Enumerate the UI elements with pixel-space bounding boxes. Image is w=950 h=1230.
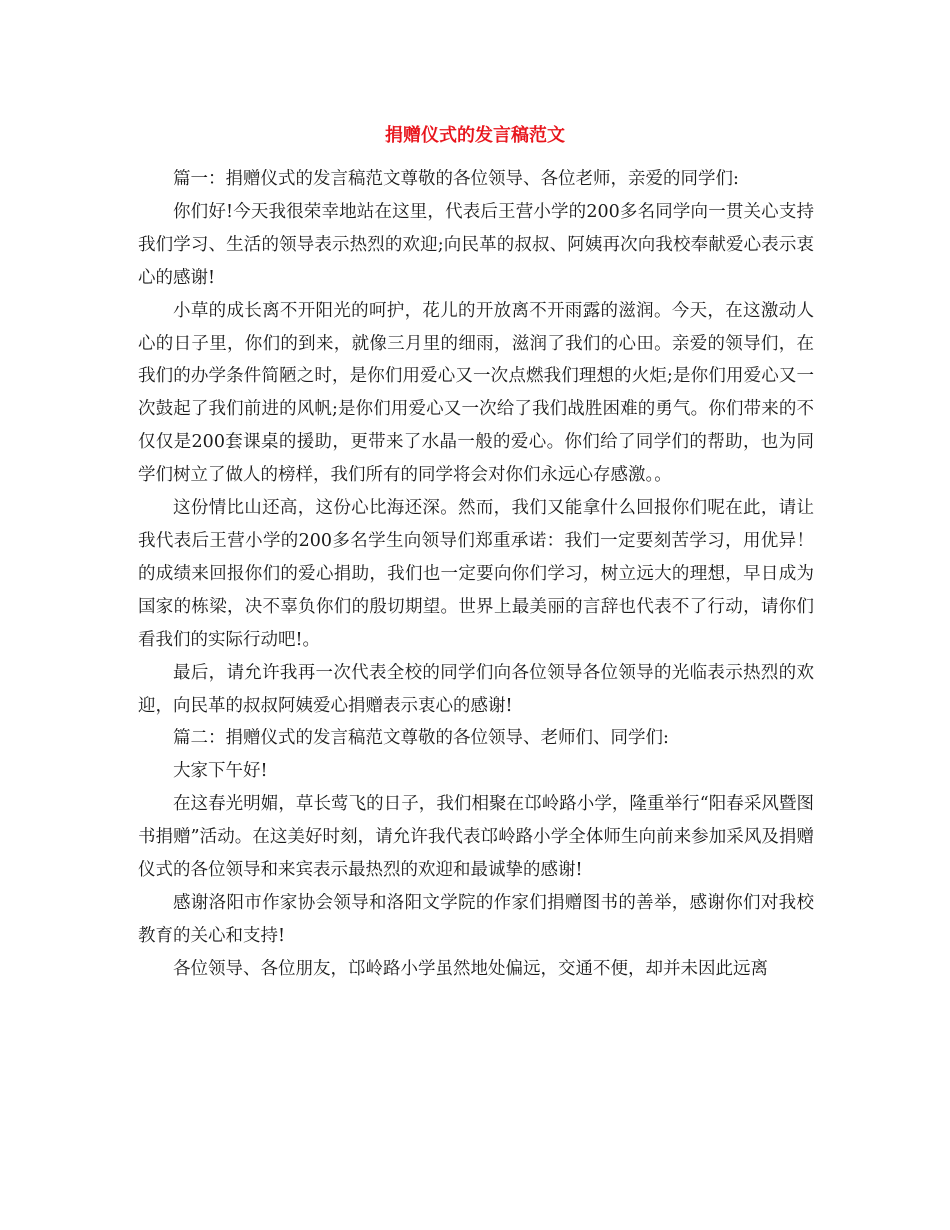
paragraph: 大家下午好! (173, 761, 268, 782)
paragraph: 小草的成长离不开阳光的呵护，花儿的开放离不开雨露的滋润。今天，在这激动人心的日子里，你们的到来，就像三月里的细雨，滋润了我们的心田。亲爱的领导们，在我们的办学条件简陋之时，是你们用爱心又一次点燃我们理想的火炬;是你们用爱心又一次鼓起了我们前进的风帆;是你们用爱心又一次给了我们战胜困难的勇气。你们带来的不仅仅是200套课桌的援助，更带来了水晶一般的爱心。你们给了同学们的帮助，也为同学们树立了做人的榜样，我们所有的同学将会对你们永远心存感激。。 (138, 300, 814, 486)
paragraph: 你们好!今天我很荣幸地站在这里，代表后王营小学的200多名同学向一贯关心支持我们学习、生活的领导表示热烈的欢迎;向民革的叔叔、阿姨再次向我校奉献爱心表示衷心的感谢! (138, 201, 814, 288)
document-title: 捐赠仪式的发言稿范文 (385, 125, 565, 146)
document-body (138, 163, 814, 986)
paragraph: 各位领导、各位朋友，邙岭路小学虽然地处偏远，交通不便，却并未因此远离 (173, 958, 768, 979)
paragraph: 篇一：捐赠仪式的发言稿范文尊敬的各位领导、各位老师，亲爱的同学们: (173, 169, 739, 189)
paragraph: 篇二：捐赠仪式的发言稿范文尊敬的各位领导、老师们、同学们: (173, 728, 669, 749)
paragraph: 这份情比山还高，这份心比海还深。然而，我们又能拿什么回报你们呢在此，请让我代表后王营小学的200多名学生向领导们郑重承诺：我们一定要刻苦学习，用优异！的成绩来回报你们的爱心捐助，我们也一定要向你们学习，树立远大的理想，早日成为国家的栋梁，决不辜负你们的殷切期望。世界上最美丽的言辞也代表不了行动，请你们看我们的实际行动吧!。 (138, 498, 814, 650)
paragraph: 最后，请允许我再一次代表全校的同学们向各位领导各位领导的光临表示热烈的欢迎，向民革的叔叔阿姨爱心捐赠表示衷心的感谢! (138, 662, 814, 716)
paragraph: 感谢洛阳市作家协会领导和洛阳文学院的作家们捐赠图书的善举，感谢你们对我校教育的关心和支持! (138, 892, 814, 946)
paragraph: 在这春光明媚，草长莺飞的日子，我们相聚在邙岭路小学，隆重举行“阳春采风暨图书捐赠”活动。在这美好时刻，请允许我代表邙岭路小学全体师生向前来参加采风及捐赠仪式的各位领导和来宾表示最热烈的欢迎和最诚挚的感谢! (138, 794, 814, 881)
